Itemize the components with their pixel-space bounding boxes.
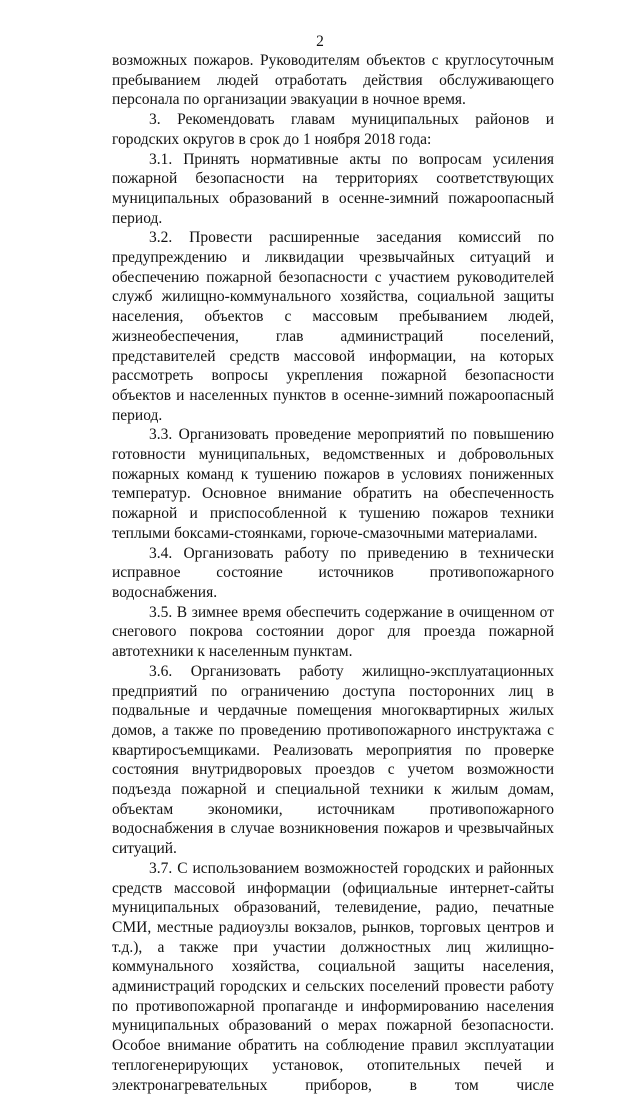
paragraph-continuation: возможных пожаров. Руководителям объектов с круглосуточным пребыванием людей отработать действия обслуживающего персонала по организации эвакуации в ночное время. [112, 52, 554, 109]
paragraph-3-3: 3.3. Организовать проведение мероприятий по повышению готовности муниципальных, ведомственных и добровольных пожарных команд к тушению пожаров в условиях пониженных температур. Основное внимание обратить на обеспеченность пожарной и приспособленной к тушению пожаров техники теплыми боксами-стоянками, горюче-смазочными материалами. [112, 426, 554, 542]
paragraph-3-1: 3.1. Принять нормативные акты по вопросам усиления пожарной безопасности на территориях соответствующих муниципальных образований в осенне-зимний пожароопасный период. [112, 150, 554, 227]
paragraph-3-4: 3.4. Организовать работу по приведению в технически исправное состояние источников противопожарного водоснабжения. [112, 544, 554, 601]
paragraph-3: 3. Рекомендовать главам муниципальных районов и городских округов в срок до 1 ноября 2018 года: [112, 111, 554, 148]
paragraph-3-6: 3.6. Организовать работу жилищно-эксплуатационных предприятий по ограничению доступа посторонних лиц в подвальные и чердачные помещения многоквартирных жилых домов, а также по проведению противопожарного инструктажа с квартиросъемщиками. Реализовать мероприятия по проверке состояния внутридворовых проездов с учетом возможности подъезда пожарной и специальной техники к жилым домам, объектам экономики, источникам противопожарного водоснабжения в случае возникновения пожаров и чрезвычайных ситуаций. [112, 662, 554, 858]
document-body [112, 51, 554, 1095]
paragraph-3-7: 3.7. С использованием возможностей городских и районных средств массовой информации (официальные интернет-сайты муниципальных образований, телевидение, радио, печатные СМИ, местные радиоузлы вокзалов, рынков, торговых центров и т.д.), а также при участии должностных лиц жилищно-коммунального хозяйства, социальной защиты населения, администраций городских и сельских поселений провести работу по противопожарной пропаганде и информированию населения муниципальных образований о мерах пожарной безопасности. Особое внимание обратить на соблюдение правил эксплуатации теплогенерирующих установок, отопительных печей и электронагревательных приборов, в том числе [112, 859, 554, 1094]
page-number: 2 [316, 33, 324, 50]
paragraph-3-2: 3.2. Провести расширенные заседания комиссий по предупреждению и ликвидации чрезвычайных ситуаций и обеспечению пожарной безопасности с участием руководителей служб жилищно-коммунального хозяйства, социальной защиты населения, объектов с массовым пребыванием людей, жизнеобеспечения, глав администраций поселений, представителей средств массовой информации, на которых рассмотреть вопросы укрепления пожарной безопасности объектов и населенных пунктов в осенне-зимний пожароопасный период. [112, 229, 554, 424]
paragraph-3-5: 3.5. В зимнее время обеспечить содержание в очищенном от снегового покрова состоянии дорог для проезда пожарной автотехники к населенным пунктам. [112, 603, 554, 661]
